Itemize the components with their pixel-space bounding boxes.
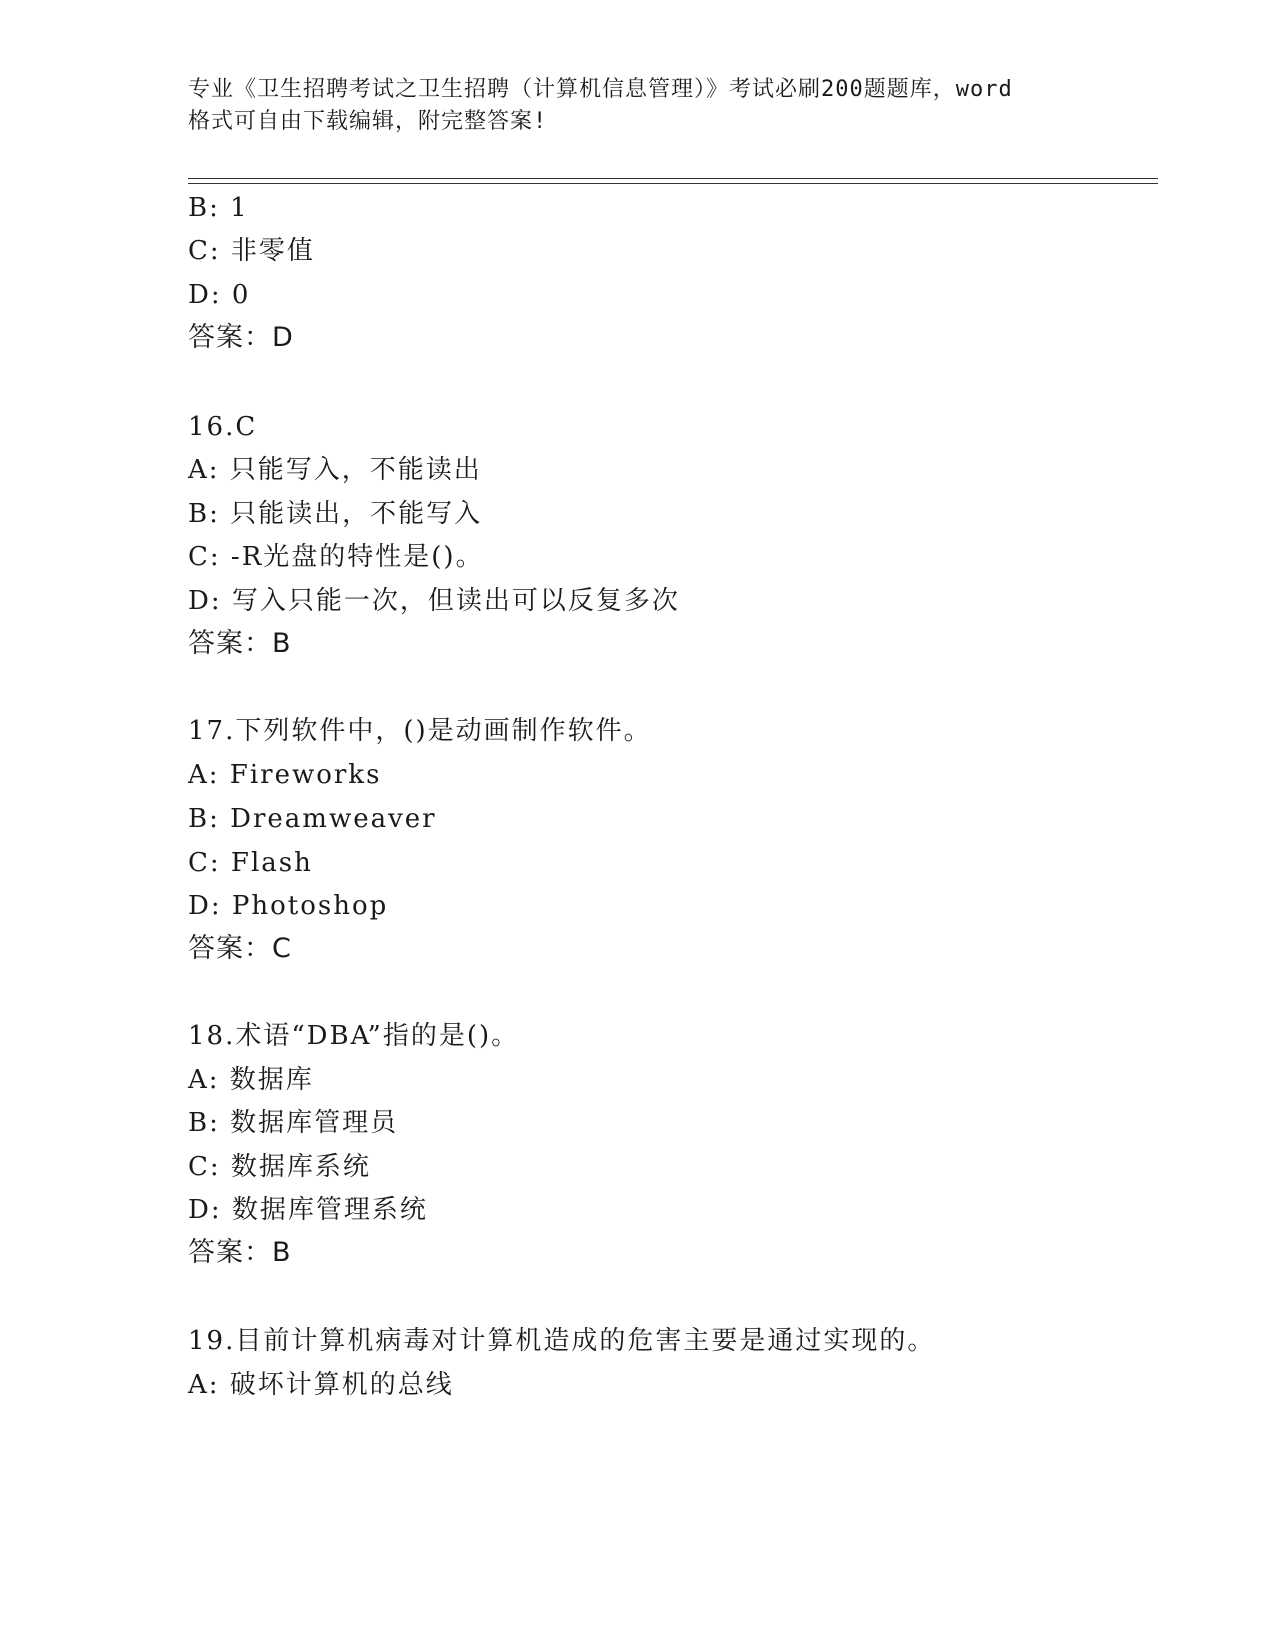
document-header bbox=[188, 74, 1108, 138]
option-line: C: 数据库系统 bbox=[188, 1152, 371, 1182]
answer-line: 答案：B bbox=[188, 628, 292, 659]
question-line: 19.目前计算机病毒对计算机造成的危害主要是通过实现的。 bbox=[188, 1326, 936, 1356]
option-line: C: 非零值 bbox=[188, 236, 315, 266]
question-line: 16.C bbox=[188, 412, 258, 442]
option-line: C: -R光盘的特性是()。 bbox=[188, 542, 484, 572]
option-line: A: Fireworks bbox=[188, 760, 382, 790]
option-line: A: 只能写入，不能读出 bbox=[188, 455, 482, 485]
option-line: D: 数据库管理系统 bbox=[188, 1195, 428, 1225]
option-line: A: 破坏计算机的总线 bbox=[188, 1370, 454, 1400]
question-line: 18.术语“DBA”指的是()。 bbox=[188, 1021, 520, 1051]
option-line: D: Photoshop bbox=[188, 891, 389, 921]
option-line: B: 数据库管理员 bbox=[188, 1108, 399, 1138]
option-line: B: 只能读出，不能写入 bbox=[188, 499, 483, 529]
option-line: B: Dreamweaver bbox=[188, 804, 437, 834]
option-line: C: Flash bbox=[188, 848, 313, 878]
option-line: D: 写入只能一次，但读出可以反复多次 bbox=[188, 586, 680, 616]
answer-line: 答案：D bbox=[188, 322, 294, 353]
header-divider-bottom bbox=[188, 183, 1158, 184]
option-line: A: 数据库 bbox=[188, 1065, 314, 1095]
answer-line: 答案：B bbox=[188, 1237, 292, 1268]
header-line-1: 专业《卫生招聘考试之卫生招聘（计算机信息管理）》考试必刷200题题库，word bbox=[188, 77, 1013, 102]
answer-line: 答案：C bbox=[188, 933, 292, 964]
option-line: D: 0 bbox=[188, 280, 251, 310]
option-line: B: 1 bbox=[188, 193, 249, 223]
question-line: 17.下列软件中，()是动画制作软件。 bbox=[188, 716, 652, 746]
header-divider-top bbox=[188, 178, 1158, 179]
header-line-2: 格式可自由下载编辑，附完整答案! bbox=[188, 109, 548, 134]
